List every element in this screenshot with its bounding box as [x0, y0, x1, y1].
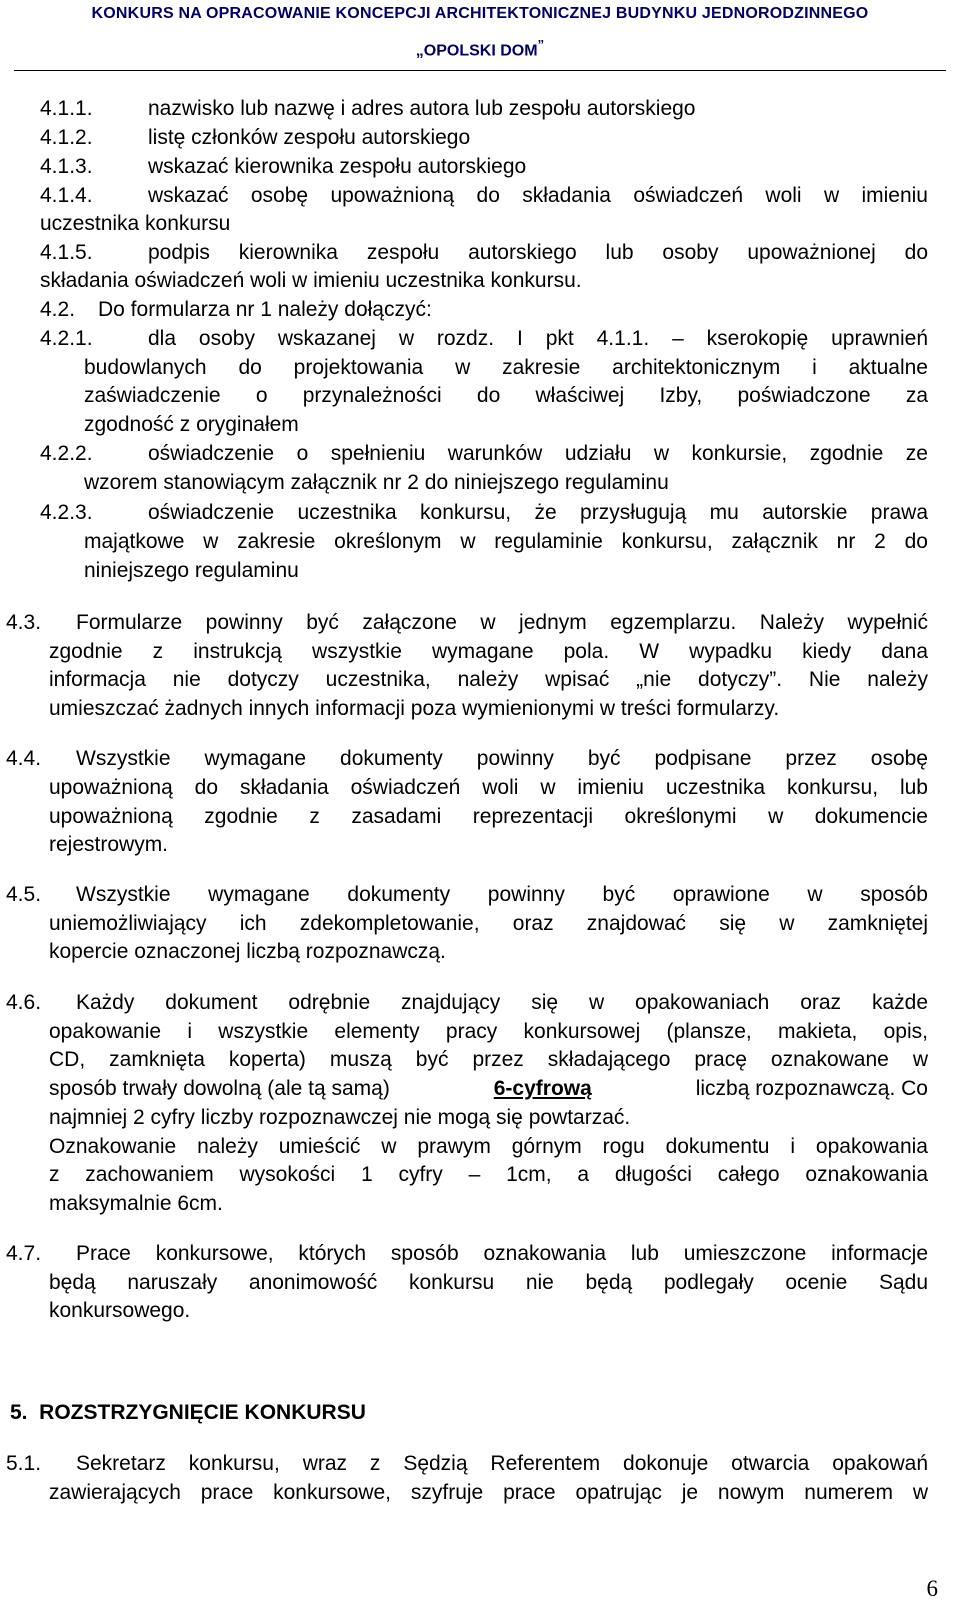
- item-number: 4.2.3.: [40, 501, 93, 524]
- paragraph-line: zawierających prace konkursowe, szyfruje prace opatrując je nowym numerem w: [49, 1481, 928, 1504]
- item-text: oświadczenie uczestnika konkursu, że przysługują mu autorskie prawa: [148, 501, 928, 524]
- paragraph-line: uniemożliwiający ich zdekompletowanie, oraz znajdować się w zamkniętej: [49, 912, 928, 935]
- paragraph-line: Oznakowanie należy umieścić w prawym górnym rogu dokumentu i opakowania: [49, 1135, 928, 1158]
- paragraph-number: 5.1.: [6, 1452, 42, 1475]
- paragraph-number: 4.6.: [6, 991, 42, 1014]
- item-text: majątkowe w zakresie określonym w regulaminie konkursu, załącznik nr 2 do: [84, 530, 928, 553]
- paragraph-number: 4.7.: [6, 1242, 42, 1265]
- item-number: 4.2.1.: [40, 327, 93, 350]
- paragraph-fragment: liczbą rozpoznawczą. Co: [695, 1077, 928, 1100]
- paragraph-line: umieszczać żadnych innych informacji poza wymienionymi w treści formularzy.: [49, 697, 780, 720]
- paragraph-line: maksymalnie 6cm.: [49, 1192, 223, 1215]
- item-text: niniejszego regulaminu: [84, 559, 299, 582]
- item-text: podpis kierownika zespołu autorskiego lub osoby upoważnionej do: [148, 241, 928, 264]
- header-close-quote: ”: [537, 37, 545, 52]
- item-number: 4.2.2.: [40, 442, 93, 465]
- paragraph-line: Wszystkie wymagane dokumenty powinny być oprawione w sposób: [76, 883, 928, 906]
- paragraph-line: Prace konkursowe, których sposób oznakowania lub umieszczone informacje: [76, 1242, 928, 1265]
- header-subtitle: [0, 34, 960, 62]
- paragraph-line: opakowanie i wszystkie elementy pracy konkursowej (plansze, makieta, opis,: [49, 1020, 928, 1043]
- paragraph-line: Wszystkie wymagane dokumenty powinny być podpisane przez osobę: [76, 747, 928, 770]
- paragraph-number: 4.3.: [6, 611, 42, 634]
- paragraph-line: konkursowego.: [49, 1299, 191, 1322]
- item-text: dla osoby wskazanej w rozdz. I pkt 4.1.1. – kserokopię uprawnień: [148, 327, 928, 350]
- paragraph-line: Formularze powinny być załączone w jednym egzemplarzu. Należy wypełnić: [76, 611, 928, 634]
- item-text: wskazać osobę upoważnioną do składania oświadczeń woli w imieniu: [148, 184, 928, 207]
- paragraph-line: najmniej 2 cyfry liczby rozpoznawczej nie mogą się powtarzać.: [49, 1106, 631, 1129]
- paragraph-line: Sekretarz konkursu, wraz z Sędzią Referentem dokonuje otwarcia opakowań: [76, 1452, 928, 1475]
- item-number: 4.1.2.: [40, 126, 93, 149]
- paragraph-line: z zachowaniem wysokości 1 cyfry – 1cm, a długości całego oznakowania: [49, 1163, 928, 1186]
- item-text: oświadczenie o spełnieniu warunków udziału w konkursie, zgodnie ze: [148, 442, 928, 465]
- header-divider: [14, 70, 946, 71]
- paragraph-line: zgodnie z instrukcją wszystkie wymagane pola. W wypadku kiedy dana: [49, 640, 928, 663]
- section-heading: 5. ROZSTRZYGNIĘCIE KONKURSU: [10, 1401, 366, 1424]
- paragraph-line: upoważnioną zgodnie z zasadami reprezentacji określonymi w dokumencie: [49, 805, 928, 828]
- paragraph-line: upoważnioną do składania oświadczeń woli w imieniu uczestnika konkursu, lub: [49, 776, 928, 799]
- item-number: 4.2.: [40, 298, 76, 321]
- paragraph-line: będą naruszały anonimowość konkursu nie będą podlegały ocenie Sądu: [49, 1271, 928, 1294]
- paragraph-line: [49, 1075, 928, 1103]
- item-text: zaświadczenie o przynależności do właściwej Izby, poświadczone za: [84, 384, 928, 407]
- paragraph-fragment: sposób trwały dowolną (ale tą samą): [49, 1077, 390, 1100]
- header-open-quote: „: [415, 42, 424, 60]
- item-number: 4.1.5.: [40, 241, 93, 264]
- item-text: składania oświadczeń woli w imieniu uczestnika konkursu.: [40, 269, 582, 292]
- item-text: listę członków zespołu autorskiego: [148, 126, 471, 149]
- item-text: budowlanych do projektowania w zakresie architektonicznym i aktualne: [84, 356, 928, 379]
- paragraph-line: kopercie oznaczonej liczbą rozpoznawczą.: [49, 940, 446, 963]
- item-number: 4.1.3.: [40, 155, 93, 178]
- page-number: 6: [926, 1576, 938, 1601]
- item-text: uczestnika konkursu: [40, 212, 231, 235]
- emphasized-number-format: 6-cyfrową: [493, 1077, 592, 1100]
- paragraph-number: 4.5.: [6, 883, 42, 906]
- item-number: 4.1.4.: [40, 184, 93, 207]
- paragraph-line: Każdy dokument odrębnie znajdujący się w opakowaniach oraz każde: [76, 991, 928, 1014]
- item-text: zgodność z oryginałem: [84, 413, 299, 436]
- paragraph-line: CD, zamknięta koperta) muszą być przez składającego pracę oznakowane w: [49, 1048, 928, 1071]
- header-subtitle-text: OPOLSKI DOM: [423, 42, 538, 60]
- paragraph-line: rejestrowym.: [49, 833, 169, 856]
- item-number: 4.1.1.: [40, 97, 93, 120]
- header-title: KONKURS NA OPRACOWANIE KONCEPCJI ARCHITEKTONICZNEJ BUDYNKU JEDNORODZINNEGO: [91, 5, 869, 22]
- paragraph-number: 4.4.: [6, 747, 42, 770]
- item-text: nazwisko lub nazwę i adres autora lub zespołu autorskiego: [148, 97, 696, 120]
- item-text: wskazać kierownika zespołu autorskiego: [148, 155, 527, 178]
- item-text: Do formularza nr 1 należy dołączyć:: [98, 298, 432, 321]
- paragraph-line: informacja nie dotyczy uczestnika, należy wpisać „nie dotyczy”. Nie należy: [49, 668, 928, 691]
- item-text: wzorem stanowiącym załącznik nr 2 do niniejszego regulaminu: [84, 471, 669, 494]
